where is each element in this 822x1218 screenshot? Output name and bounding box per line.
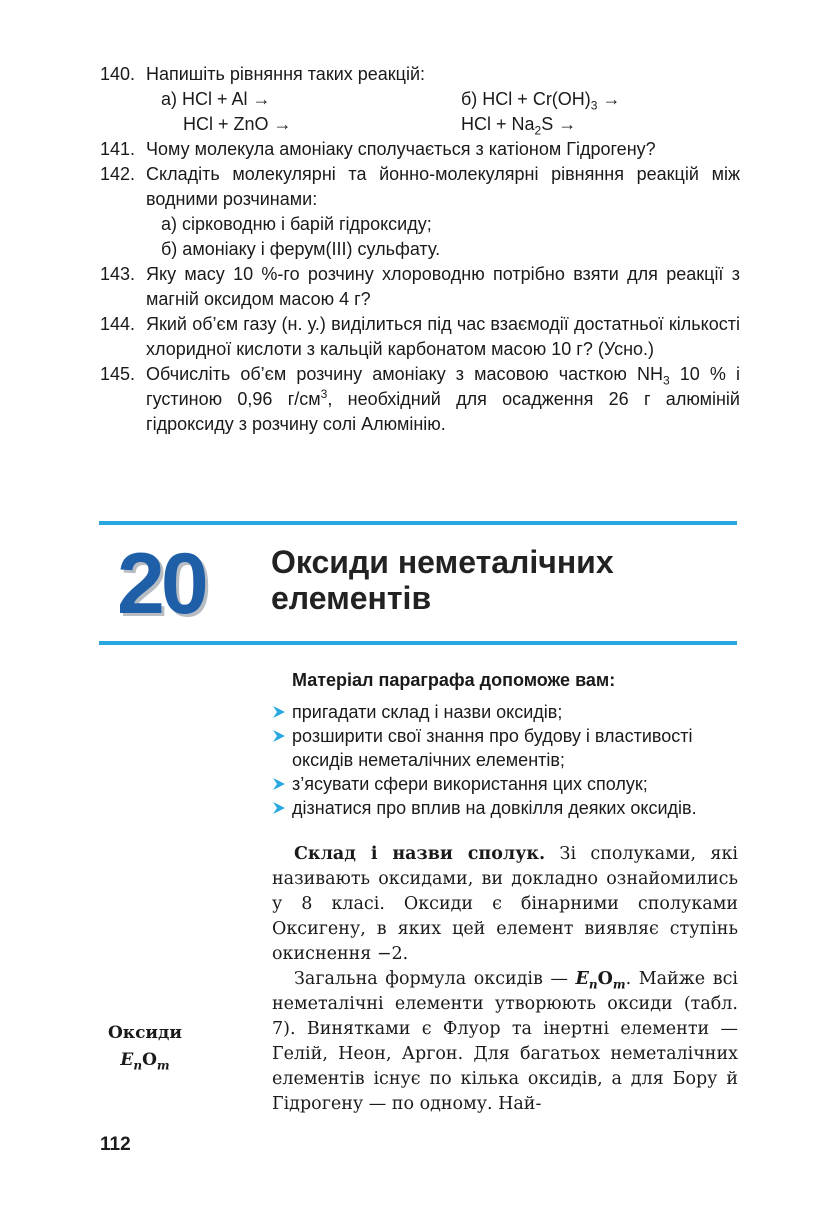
exercise-text: Яку масу 10 %-го розчину хлороводню потрібно взяти для реакції з магній оксидом масою 4 г?: [146, 264, 740, 309]
exercise-number: 141.: [100, 139, 136, 159]
exercise-144: [100, 312, 740, 362]
exercise-141: [100, 137, 740, 162]
exercise-text: Який об’єм газу (н. у.) виділиться під час взаємодії достатньої кількості хлоридної кислоти з кальцій карбонатом масою 10 г? (Усно.): [146, 314, 740, 359]
chevron-right-icon: [272, 724, 292, 772]
margin-note-formula: $E_nO_m$: [120, 1050, 170, 1073]
exercise-text: Напишіть рівняння таких реакцій:: [146, 64, 426, 84]
paragraph-heading: Склад і назви сполук.: [294, 844, 546, 864]
reaction-b1: б) HCl + $Cr(OH)_3$ →: [461, 89, 621, 113]
section-title-line1: Оксиди неметалічних: [271, 544, 614, 580]
exercise-text: Складіть молекулярні та йонно-молекулярні рівняння реакцій між водними розчинами:: [146, 164, 740, 209]
section-title: [271, 544, 614, 616]
exercises-block: [100, 62, 740, 437]
margin-note: [100, 1020, 190, 1074]
chevron-right-icon: [272, 772, 292, 796]
exercise-option-a: а) сірководню і барій гідроксиду;: [161, 214, 432, 234]
exercise-option-b: б) амоніаку і ферум(ІІІ) сульфату.: [161, 239, 441, 259]
margin-note-label: Оксиди: [108, 1023, 182, 1043]
goal-item: дізнатися про вплив на довкілля деяких оксидів.: [272, 796, 740, 820]
exercise-number: 142.: [100, 164, 136, 184]
reaction-a1: а) HCl + Al →: [161, 89, 271, 109]
exercise-145: [100, 362, 740, 437]
section-number: 20: [117, 536, 205, 632]
reaction-b2: HCl + $Na_2S$ →: [461, 114, 577, 138]
exercise-text: Обчисліть об’єм розчину амоніаку з масовою часткою $NH_3$ 10 % і густиною 0,96 $г/см^3$, необхідний для осадження 26 г алюміній гідроксиду з розчину солі Алюмінію.: [146, 364, 741, 434]
exercise-number: 143.: [100, 264, 136, 284]
page-number: 112: [100, 1134, 131, 1155]
exercise-number: 140.: [100, 64, 136, 84]
goals-heading: Матеріал параграфа допоможе вам:: [292, 670, 616, 690]
chevron-right-icon: [272, 796, 292, 820]
goal-item: розширити свої знання про будову і властивості оксидів неметалічних елементів;: [272, 724, 740, 772]
exercise-143: [100, 262, 740, 312]
reaction-a2: HCl + ZnO →: [183, 114, 292, 134]
chevron-right-icon: [272, 700, 292, 724]
exercise-142: [100, 162, 740, 262]
exercise-140: [100, 62, 740, 87]
paragraph: Склад і назви сполук. Зі сполуками, які називають оксидами, ви докладно ознайомились у 8 класі. Оксиди є бінарними сполуками Оксигену, в яких цей елемент виявляє ступінь окиснення −2.: [272, 844, 738, 964]
exercise-text: Чому молекула амоніаку сполучається з катіоном Гідрогену?: [146, 139, 656, 159]
main-text: [272, 842, 738, 1117]
exercise-number: 144.: [100, 314, 136, 334]
paragraph: Загальна формула оксидів — $E_nO_m$. Майже всі неметалічні елементи утворюють оксиди (табл. 7). Винятками є Флуор та інертні елементи — Гелій, Неон, Аргон. Для багатьох неметалічних елементів існує по кілька оксидів, а для Бору й Гідрогену — по одному. Най-: [272, 969, 738, 1114]
goal-item: пригадати склад і назви оксидів;: [272, 700, 740, 724]
goal-item: з’ясувати сфери використання цих сполук;: [272, 772, 740, 796]
reaction-list: [146, 87, 740, 137]
section-rule-top: [99, 521, 737, 525]
section-rule-bottom: [99, 641, 737, 645]
section-title-line2: елементів: [271, 580, 432, 616]
exercise-number: 145.: [100, 364, 136, 384]
learning-goals: [272, 668, 740, 820]
